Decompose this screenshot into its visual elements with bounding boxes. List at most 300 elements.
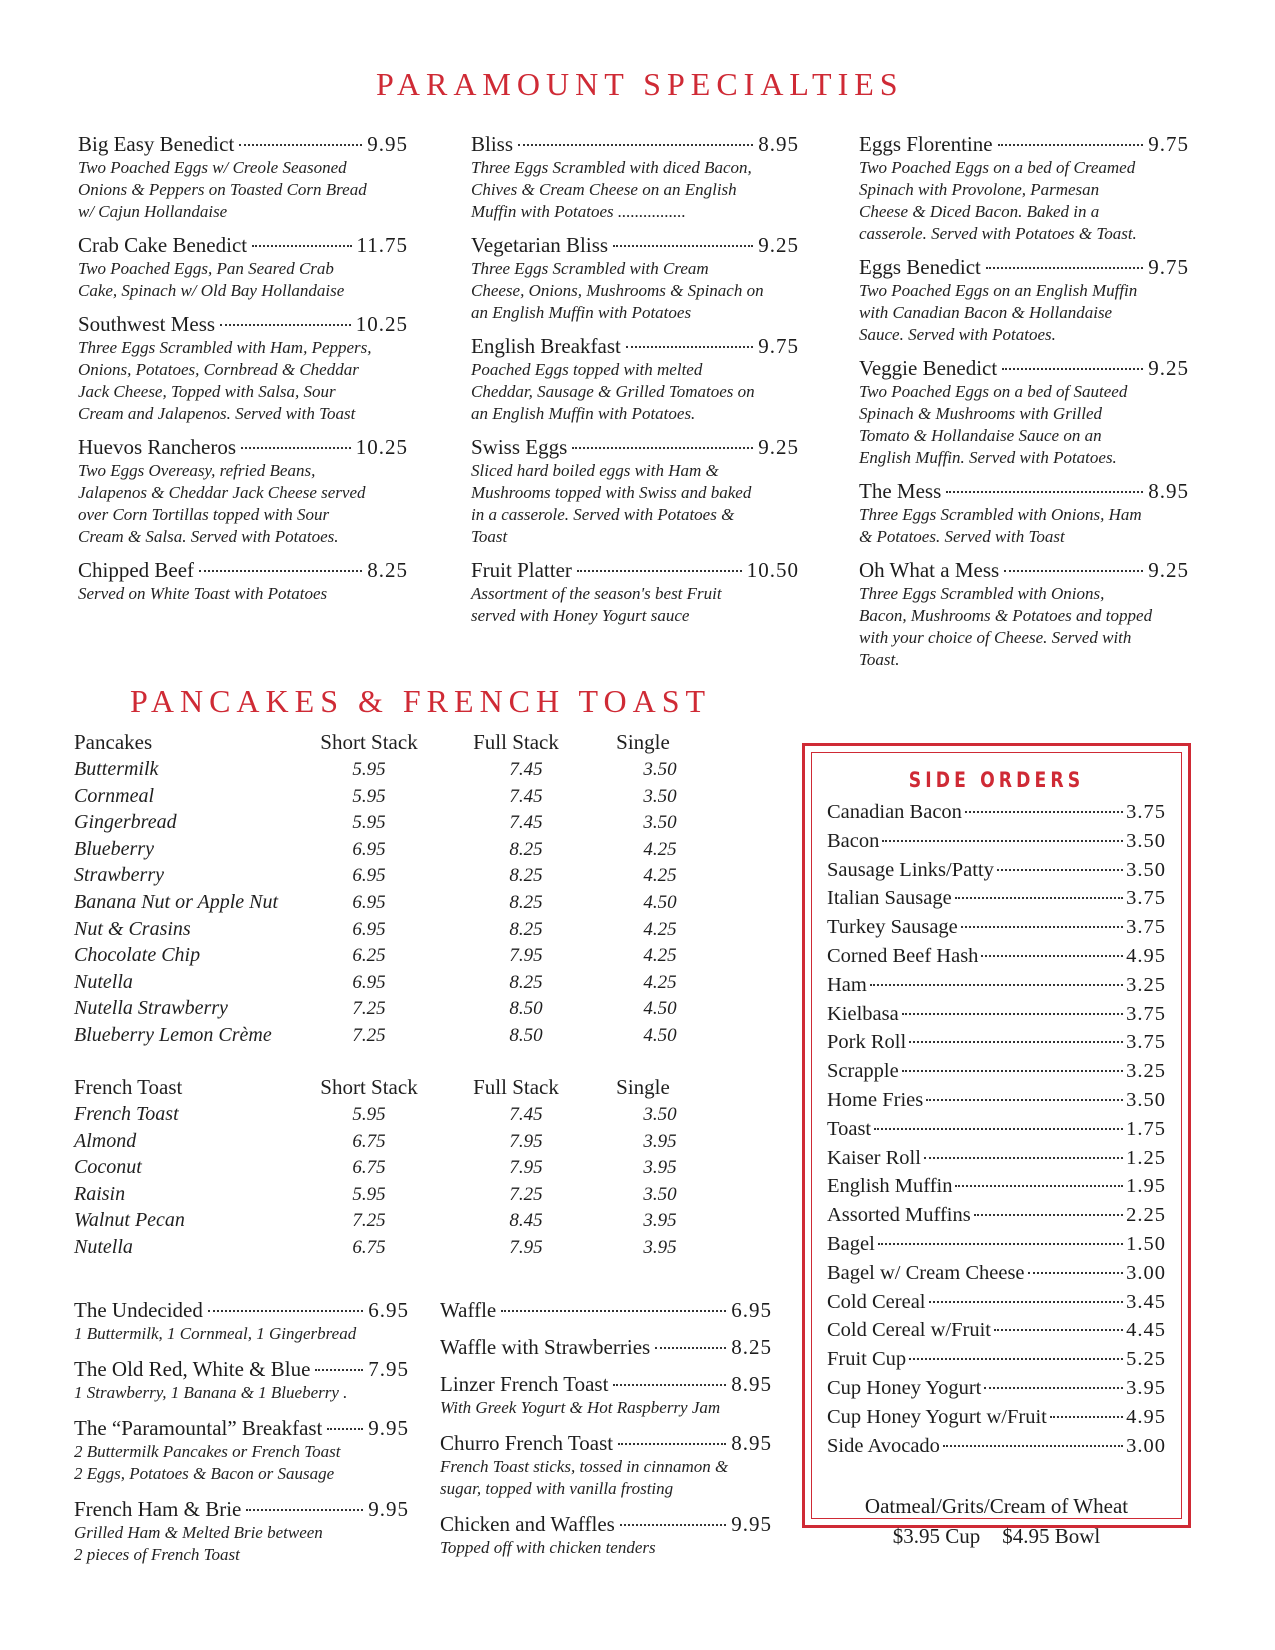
side-order-item bbox=[827, 1233, 1166, 1262]
side-order-name: Toast bbox=[827, 1117, 872, 1140]
menu-item-description: Two Eggs Overeasy, refried Beans, bbox=[78, 461, 316, 480]
dot-leader bbox=[882, 840, 1123, 842]
row-price: 8.25 bbox=[509, 838, 543, 860]
menu-item bbox=[859, 356, 1189, 469]
menu-item-price: 9.25 bbox=[758, 435, 799, 459]
column-header: Single bbox=[616, 1075, 670, 1099]
row-label: Buttermilk bbox=[74, 758, 159, 780]
menu-item-description: Onions & Peppers on Toasted Corn Bread bbox=[78, 180, 367, 199]
side-order-item bbox=[827, 1031, 1166, 1060]
menu-item-description: 2 Eggs, Potatoes & Bacon or Sausage bbox=[74, 1464, 335, 1483]
side-order-name: Ham bbox=[827, 973, 867, 996]
menu-item-line bbox=[78, 435, 408, 460]
menu-item-name: The “Paramountal” Breakfast bbox=[74, 1416, 323, 1440]
menu-item-price: 9.95 bbox=[368, 1497, 409, 1521]
row-price: 5.95 bbox=[352, 812, 386, 834]
row-price: 6.75 bbox=[352, 1157, 386, 1179]
menu-item-description: Three Eggs Scrambled with Ham, Peppers, bbox=[78, 338, 372, 357]
side-order-item bbox=[827, 974, 1166, 1003]
row-price: 3.50 bbox=[643, 1104, 677, 1125]
side-order-name: Pork Roll bbox=[827, 1031, 907, 1054]
side-orders-list bbox=[827, 801, 1166, 1463]
menu-item bbox=[78, 132, 408, 223]
menu-item bbox=[471, 334, 799, 425]
hot-cereal-cup-price: $3.95 Cup bbox=[892, 1524, 981, 1548]
menu-item-line bbox=[78, 558, 408, 583]
dot-leader bbox=[998, 144, 1144, 146]
row-price: 4.25 bbox=[643, 865, 677, 887]
menu-item-name: Oh What a Mess bbox=[859, 558, 1000, 582]
menu-item-description: Cheese, Onions, Mushrooms & Spinach on bbox=[471, 281, 764, 300]
side-order-item bbox=[827, 945, 1166, 974]
side-order-price: 1.95 bbox=[1126, 1175, 1166, 1198]
menu-item-name: English Breakfast bbox=[471, 334, 621, 358]
side-order-name: Side Avocado bbox=[827, 1434, 940, 1457]
menu-item-price: 9.95 bbox=[731, 1512, 772, 1536]
menu-item-line bbox=[440, 1298, 772, 1323]
column-header: Short Stack bbox=[320, 730, 418, 754]
column-header: Full Stack bbox=[473, 1075, 559, 1099]
side-order-item bbox=[827, 1204, 1166, 1233]
menu-item-price: 7.95 bbox=[368, 1357, 409, 1381]
menu-item-price: 8.95 bbox=[731, 1431, 772, 1455]
row-price: 3.50 bbox=[643, 759, 677, 780]
row-price: 4.25 bbox=[643, 918, 677, 940]
menu-item-description: in a casserole. Served with Potatoes & bbox=[471, 505, 735, 524]
side-order-price: 3.50 bbox=[1126, 1088, 1166, 1111]
menu-item-description: Served on White Toast with Potatoes bbox=[78, 584, 328, 603]
row-price: 5.95 bbox=[352, 785, 386, 807]
side-orders-footer bbox=[805, 1491, 1188, 1551]
side-order-price: 3.45 bbox=[1126, 1290, 1166, 1313]
menu-item-name: Linzer French Toast bbox=[440, 1372, 609, 1396]
menu-item-description: an English Muffin with Potatoes. bbox=[471, 404, 696, 423]
menu-item-description: Assortment of the season's best Fruit bbox=[471, 584, 722, 603]
table-row bbox=[74, 1156, 714, 1183]
menu-item-line bbox=[471, 334, 799, 359]
column-header: Full Stack bbox=[473, 730, 559, 754]
side-order-name: English Muffin bbox=[827, 1175, 953, 1198]
side-order-price: 4.45 bbox=[1126, 1319, 1166, 1342]
specialties-col-1 bbox=[78, 132, 408, 615]
menu-item-line bbox=[859, 255, 1189, 280]
side-order-price: 3.50 bbox=[1126, 858, 1166, 881]
menu-item bbox=[74, 1497, 409, 1566]
menu-item-name: Churro French Toast bbox=[440, 1431, 614, 1455]
row-price: 5.95 bbox=[352, 1104, 386, 1125]
menu-item bbox=[859, 132, 1189, 245]
dot-leader bbox=[943, 1445, 1123, 1447]
column-header: Pancakes bbox=[74, 730, 153, 754]
menu-item-line bbox=[78, 233, 408, 258]
side-order-price: 3.75 bbox=[1126, 916, 1166, 939]
menu-item-description: Sliced hard boiled eggs with Ham & bbox=[471, 461, 719, 480]
menu-item-line bbox=[440, 1335, 772, 1360]
side-order-name: Kielbasa bbox=[827, 1002, 899, 1025]
menu-item-line bbox=[440, 1372, 772, 1397]
menu-item-description: w/ Cajun Hollandaise bbox=[78, 202, 228, 221]
table-row bbox=[74, 1209, 714, 1236]
side-order-price: 1.25 bbox=[1126, 1146, 1166, 1169]
side-order-name: Bagel bbox=[827, 1232, 875, 1255]
row-price: 6.75 bbox=[352, 1236, 386, 1258]
menu-item-description: Cream & Salsa. Served with Potatoes. bbox=[78, 527, 339, 546]
french-toast-table bbox=[74, 1075, 714, 1263]
row-price: 7.25 bbox=[352, 998, 386, 1020]
side-order-item bbox=[827, 1319, 1166, 1348]
specialties-col-2 bbox=[471, 132, 799, 637]
menu-item-line bbox=[471, 435, 799, 460]
dot-leader bbox=[220, 324, 351, 326]
side-order-price: 1.75 bbox=[1126, 1117, 1166, 1140]
menu-item-line bbox=[74, 1497, 409, 1522]
side-order-name: Scrapple bbox=[827, 1060, 899, 1083]
row-label: Banana Nut or Apple Nut bbox=[74, 890, 279, 913]
menu-item-line bbox=[859, 479, 1189, 504]
row-price: 3.50 bbox=[643, 1183, 677, 1205]
menu-item-price: 8.95 bbox=[731, 1372, 772, 1396]
menu-item-description: Muffin with Potatoes ................ bbox=[471, 202, 686, 221]
menu-item-description: Bacon, Mushrooms & Potatoes and topped bbox=[859, 606, 1153, 625]
menu-item-line bbox=[78, 312, 408, 337]
row-label: Nutella bbox=[74, 970, 133, 993]
row-label: Almond bbox=[74, 1129, 137, 1152]
combos-left bbox=[74, 1298, 409, 1578]
side-order-item bbox=[827, 1003, 1166, 1032]
row-price: 6.95 bbox=[352, 865, 386, 887]
dot-leader bbox=[870, 984, 1123, 986]
menu-item-price: 9.75 bbox=[1148, 132, 1189, 156]
dot-leader bbox=[874, 1128, 1123, 1130]
row-label: Blueberry Lemon Crème bbox=[74, 1023, 272, 1046]
menu-item-description: Cake, Spinach w/ Old Bay Hollandaise bbox=[78, 281, 345, 300]
menu-item bbox=[440, 1431, 772, 1500]
dot-leader bbox=[613, 245, 753, 247]
menu-item-line bbox=[471, 558, 799, 583]
side-order-item bbox=[827, 916, 1166, 945]
table-row bbox=[74, 997, 714, 1024]
menu-item-description: 1 Strawberry, 1 Banana & 1 Blueberry . bbox=[74, 1383, 348, 1402]
side-order-name: Bacon bbox=[827, 829, 880, 852]
side-order-name: Fruit Cup bbox=[827, 1348, 907, 1371]
row-price: 7.45 bbox=[509, 1104, 543, 1125]
menu-item-description: with Canadian Bacon & Hollandaise bbox=[859, 303, 1113, 322]
side-order-price: 3.25 bbox=[1126, 973, 1166, 996]
dot-leader bbox=[626, 346, 753, 348]
menu-item-price: 9.95 bbox=[367, 132, 408, 156]
menu-item-price: 8.25 bbox=[731, 1335, 772, 1359]
menu-item-description: 2 pieces of French Toast bbox=[74, 1545, 240, 1564]
menu-item bbox=[78, 312, 408, 425]
row-label: Gingerbread bbox=[74, 811, 177, 834]
dot-leader bbox=[961, 926, 1123, 928]
dot-leader bbox=[1002, 368, 1143, 370]
menu-item-description: Three Eggs Scrambled with diced Bacon, bbox=[471, 158, 752, 177]
menu-item-description: with your choice of Cheese. Served with bbox=[859, 628, 1132, 647]
side-order-price: 3.00 bbox=[1126, 1261, 1166, 1284]
row-price: 6.95 bbox=[352, 971, 386, 993]
row-price: 7.95 bbox=[509, 1130, 543, 1152]
dot-leader bbox=[902, 1013, 1123, 1015]
side-order-name: Corned Beef Hash bbox=[827, 944, 979, 967]
menu-item-price: 8.95 bbox=[1148, 479, 1189, 503]
table-row bbox=[74, 864, 714, 891]
table-row bbox=[74, 944, 714, 971]
menu-item-description: Three Eggs Scrambled with Cream bbox=[471, 259, 709, 278]
menu-item-price: 10.25 bbox=[355, 435, 408, 459]
side-order-item bbox=[827, 1435, 1166, 1464]
dot-leader bbox=[577, 570, 742, 572]
menu-item-description: Grilled Ham & Melted Brie between bbox=[74, 1523, 323, 1542]
column-header: Single bbox=[616, 730, 670, 754]
row-label: Coconut bbox=[74, 1156, 142, 1179]
menu-item-description: Topped off with chicken tenders bbox=[440, 1538, 656, 1557]
menu-item-description: Mushrooms topped with Swiss and baked bbox=[471, 483, 752, 502]
side-order-price: 3.00 bbox=[1126, 1434, 1166, 1457]
menu-item-description: Toast. bbox=[859, 650, 900, 669]
table-row bbox=[74, 1103, 714, 1130]
row-price: 8.25 bbox=[509, 865, 543, 887]
menu-item-price: 10.50 bbox=[746, 558, 799, 582]
menu-item-line bbox=[74, 1357, 409, 1382]
menu-item-name: Crab Cake Benedict bbox=[78, 233, 248, 257]
dot-leader bbox=[965, 811, 1123, 813]
side-order-name: Italian Sausage bbox=[827, 887, 952, 910]
menu-item bbox=[471, 233, 799, 324]
row-label: Strawberry bbox=[74, 864, 164, 887]
side-order-item bbox=[827, 887, 1166, 916]
dot-leader bbox=[946, 491, 1143, 493]
menu-item bbox=[440, 1372, 772, 1419]
side-order-item bbox=[827, 801, 1166, 830]
dot-leader bbox=[909, 1041, 1123, 1043]
row-price: 6.95 bbox=[352, 838, 386, 860]
row-price: 7.45 bbox=[509, 785, 543, 807]
side-order-name: Cup Honey Yogurt bbox=[827, 1376, 982, 1399]
menu-item-description: over Corn Tortillas topped with Sour bbox=[78, 505, 330, 524]
menu-item bbox=[440, 1298, 772, 1323]
side-order-item bbox=[827, 1348, 1166, 1377]
menu-item-description: & Potatoes. Served with Toast bbox=[859, 527, 1065, 546]
menu-item-description: Tomato & Hollandaise Sauce on an bbox=[859, 426, 1102, 445]
table-row bbox=[74, 838, 714, 865]
row-price: 4.25 bbox=[643, 945, 677, 967]
dot-leader bbox=[1028, 1272, 1124, 1274]
menu-item-price: 8.95 bbox=[758, 132, 799, 156]
table-row bbox=[74, 758, 714, 785]
row-label: Nut & Crasins bbox=[74, 917, 191, 940]
menu-item-price: 11.75 bbox=[356, 233, 408, 257]
hot-cereal-label: Oatmeal/Grits/Cream of Wheat bbox=[864, 1494, 1129, 1518]
side-order-price: 3.25 bbox=[1126, 1060, 1166, 1083]
side-order-item bbox=[827, 1406, 1166, 1435]
row-price: 5.95 bbox=[352, 1183, 386, 1205]
menu-item-line bbox=[440, 1431, 772, 1456]
menu-item-line bbox=[74, 1416, 409, 1441]
row-price: 7.45 bbox=[509, 812, 543, 834]
row-price: 6.25 bbox=[352, 945, 386, 967]
menu-item-line bbox=[859, 558, 1189, 583]
menu-item-price: 9.25 bbox=[1148, 356, 1189, 380]
row-price: 3.95 bbox=[643, 1157, 677, 1179]
side-order-price: 3.75 bbox=[1126, 1002, 1166, 1025]
hot-cereal-bowl-price: $4.95 Bowl bbox=[1002, 1524, 1101, 1548]
menu-item-name: Vegetarian Bliss bbox=[471, 233, 609, 257]
row-price: 8.50 bbox=[509, 1024, 543, 1046]
row-label: Nutella bbox=[74, 1235, 133, 1258]
menu-item-name: The Mess bbox=[859, 479, 942, 503]
side-order-price: 1.50 bbox=[1126, 1232, 1166, 1255]
dot-leader bbox=[984, 1387, 1123, 1389]
specialties-heading: PARAMOUNT SPECIALTIES bbox=[376, 66, 904, 102]
dot-leader bbox=[199, 570, 362, 572]
row-price: 4.25 bbox=[643, 838, 677, 860]
dot-leader bbox=[955, 1185, 1123, 1187]
table-row bbox=[74, 891, 714, 918]
menu-item-name: French Ham & Brie bbox=[74, 1497, 242, 1521]
side-order-name: Cold Cereal bbox=[827, 1290, 926, 1313]
table-header bbox=[74, 1075, 714, 1103]
side-order-price: 3.95 bbox=[1126, 1376, 1166, 1399]
menu-item-description: Chives & Cream Cheese on an English bbox=[471, 180, 737, 199]
menu-item-line bbox=[471, 132, 799, 157]
row-label: Chocolate Chip bbox=[74, 944, 201, 967]
side-order-item bbox=[827, 1118, 1166, 1147]
menu-item-description: With Greek Yogurt & Hot Raspberry Jam bbox=[440, 1398, 721, 1417]
row-price: 3.50 bbox=[643, 785, 677, 807]
dot-leader bbox=[986, 267, 1143, 269]
menu-item-description: served with Honey Yogurt sauce bbox=[471, 606, 690, 625]
menu-item-line bbox=[859, 132, 1189, 157]
menu-item-name: The Old Red, White & Blue bbox=[74, 1357, 311, 1381]
column-header: French Toast bbox=[74, 1075, 183, 1099]
menu-item-name: Eggs Florentine bbox=[859, 132, 993, 156]
side-order-price: 2.25 bbox=[1126, 1204, 1166, 1227]
menu-item-name: Big Easy Benedict bbox=[78, 132, 235, 156]
menu-item-line bbox=[471, 233, 799, 258]
menu-item-price: 8.25 bbox=[367, 558, 408, 582]
menu-item-description: Two Poached Eggs on a bed of Creamed bbox=[859, 158, 1136, 177]
menu-item-name: Veggie Benedict bbox=[859, 356, 998, 380]
menu-item-description: sugar, topped with vanilla frosting bbox=[440, 1479, 674, 1498]
dot-leader bbox=[246, 1509, 363, 1511]
menu-item bbox=[859, 255, 1189, 346]
row-price: 3.95 bbox=[643, 1130, 677, 1152]
side-order-name: Turkey Sausage bbox=[827, 916, 958, 939]
row-price: 8.50 bbox=[509, 998, 543, 1020]
menu-item-description: Spinach with Provolone, Parmesan bbox=[859, 180, 1100, 199]
dot-leader bbox=[572, 447, 753, 449]
dot-leader bbox=[1004, 570, 1143, 572]
column-header: Short Stack bbox=[320, 1075, 418, 1099]
menu-item-name: Chicken and Waffles bbox=[440, 1512, 615, 1536]
menu-item-line bbox=[74, 1298, 409, 1323]
menu-item-line bbox=[859, 356, 1189, 381]
table-row bbox=[74, 785, 714, 812]
menu-item-description: Poached Eggs topped with melted bbox=[471, 360, 703, 379]
menu-item-name: Swiss Eggs bbox=[471, 435, 568, 459]
dot-leader bbox=[878, 1243, 1123, 1245]
dot-leader bbox=[924, 1157, 1123, 1159]
menu-item bbox=[440, 1512, 772, 1559]
menu-item-name: Bliss bbox=[471, 132, 514, 156]
side-order-item bbox=[827, 1175, 1166, 1204]
menu-item-description: Cream and Jalapenos. Served with Toast bbox=[78, 404, 356, 423]
menu-item-name: Huevos Rancheros bbox=[78, 435, 237, 459]
menu-item-description: casserole. Served with Potatoes & Toast. bbox=[859, 224, 1137, 243]
table-row bbox=[74, 1130, 714, 1157]
dot-leader bbox=[974, 1214, 1123, 1216]
row-price: 4.50 bbox=[643, 1024, 677, 1046]
menu-item bbox=[859, 479, 1189, 548]
table-row bbox=[74, 1183, 714, 1210]
specialties-col-3 bbox=[859, 132, 1189, 681]
row-price: 5.95 bbox=[352, 759, 386, 780]
table-row bbox=[74, 918, 714, 945]
side-order-name: Assorted Muffins bbox=[827, 1204, 971, 1227]
side-order-price: 4.95 bbox=[1126, 944, 1166, 967]
row-price: 8.25 bbox=[509, 971, 543, 993]
side-order-item bbox=[827, 1147, 1166, 1176]
menu-item-description: 2 Buttermilk Pancakes or French Toast bbox=[74, 1442, 341, 1461]
side-orders-box bbox=[802, 743, 1191, 1548]
menu-item bbox=[471, 132, 799, 223]
dot-leader bbox=[252, 245, 351, 247]
row-price: 3.95 bbox=[643, 1236, 677, 1258]
row-price: 4.50 bbox=[643, 891, 677, 913]
dot-leader bbox=[208, 1310, 363, 1312]
menu-item-description: an English Muffin with Potatoes bbox=[471, 303, 692, 322]
menu-item-name: Southwest Mess bbox=[78, 312, 216, 336]
menu-item bbox=[78, 435, 408, 548]
dot-leader bbox=[902, 1070, 1123, 1072]
menu-item-description: Sauce. Served with Potatoes. bbox=[859, 325, 1056, 344]
menu-item-name: The Undecided bbox=[74, 1298, 203, 1322]
side-orders-title: SIDE ORDERS bbox=[908, 768, 1085, 792]
dot-leader bbox=[239, 144, 362, 146]
table-row bbox=[74, 971, 714, 998]
side-order-name: Cold Cereal w/Fruit bbox=[827, 1319, 991, 1342]
row-price: 3.50 bbox=[643, 812, 677, 834]
menu-item-description: Jalapenos & Cheddar Jack Cheese served bbox=[78, 483, 366, 502]
menu-item-description: Cheddar, Sausage & Grilled Tomatoes on bbox=[471, 382, 755, 401]
pancakes-table bbox=[74, 730, 714, 1051]
side-order-price: 3.75 bbox=[1126, 801, 1166, 823]
dot-leader bbox=[501, 1310, 726, 1312]
side-order-item bbox=[827, 830, 1166, 859]
menu-item bbox=[78, 558, 408, 605]
table-row bbox=[74, 1236, 714, 1263]
menu-item-name: Waffle bbox=[440, 1298, 497, 1322]
menu-item-price: 9.75 bbox=[758, 334, 799, 358]
menu-item-description: Toast bbox=[471, 527, 508, 546]
menu-item-description: Two Poached Eggs on a bed of Sauteed bbox=[859, 382, 1128, 401]
menu-item bbox=[471, 435, 799, 548]
menu-item bbox=[74, 1357, 409, 1404]
menu-item-line bbox=[440, 1512, 772, 1537]
menu-item-description: Onions, Potatoes, Cornbread & Cheddar bbox=[78, 360, 359, 379]
side-order-name: Sausage Links/Patty bbox=[827, 858, 994, 881]
row-price: 7.45 bbox=[509, 759, 543, 780]
menu-item-price: 9.75 bbox=[1148, 255, 1189, 279]
menu-item-name: Eggs Benedict bbox=[859, 255, 981, 279]
row-price: 8.45 bbox=[509, 1210, 543, 1232]
row-label: Blueberry bbox=[74, 837, 154, 860]
side-order-item bbox=[827, 1262, 1166, 1291]
menu-item bbox=[74, 1298, 409, 1345]
dot-leader bbox=[315, 1369, 363, 1371]
menu-item bbox=[78, 233, 408, 302]
